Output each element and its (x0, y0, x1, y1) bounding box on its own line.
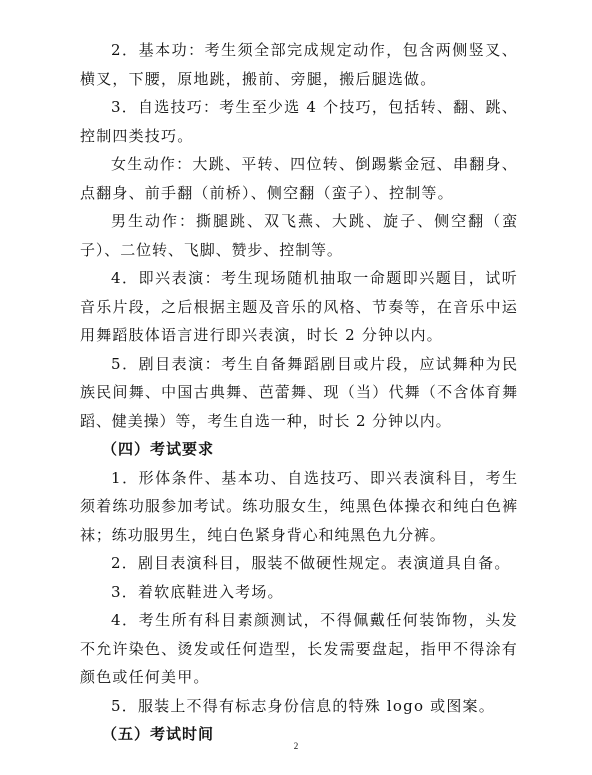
paragraph-requirement-appearance: 4．考生所有科目素颜测试，不得佩戴任何装饰物，头发不允许染色、烫发或任何造型，长发需要盘起，指甲不得涂有颜色或任何美甲。 (80, 611, 518, 686)
section-heading-exam-requirements: （四）考试要求 (102, 440, 215, 458)
paragraph-requirement-repertoire-costume: 2．剧目表演科目，服装不做硬性规定。表演道具自备。 (111, 554, 511, 572)
paragraph-male-moves: 男生动作：撕腿跳、双飞燕、大跳、旋子、侧空翻（蛮子）、二位转、飞脚、赞步、控制等。 (80, 212, 518, 259)
paragraph-requirement-attire: 1．形体条件、基本功、自选技巧、即兴表演科目，考生须着练功服参加考试。练功服女生，纯黑色体操衣和纯白色裤袜；练功服男生，纯白色紧身背心和纯黑色九分裤。 (80, 468, 518, 544)
document-body (80, 36, 518, 749)
paragraph-requirement-logo: 5．服装上不得有标志身份信息的特殊 logo 或图案。 (111, 696, 495, 715)
paragraph-basic-skills: 2．基本功：考生须全部完成规定动作，包含两侧竖叉、横叉，下腰，原地跳，搬前、旁腿，搬后腿选做。 (80, 41, 518, 88)
paragraph-female-moves: 女生动作：大跳、平转、四位转、倒踢紫金冠、串翻身、点翻身、前手翻（前桥）、侧空翻（蛮子）、控制等。 (80, 155, 518, 202)
paragraph-repertoire: 5．剧目表演：考生自备舞蹈剧目或片段，应试舞种为民族民间舞、中国古典舞、芭蕾舞、现（当）代舞（不含体育舞蹈、健美操）等，考生自选一种，时长 2 分钟以内。 (80, 354, 518, 430)
page-number: 2 (293, 741, 299, 751)
paragraph-optional-techniques: 3．自选技巧：考生至少选 4 个技巧，包括转、翻、跳、控制四类技巧。 (80, 98, 518, 145)
section-heading-exam-time: （五）考试时间 (102, 725, 215, 743)
paragraph-improvisation: 4．即兴表演：考生现场随机抽取一命题即兴题目，试听音乐片段，之后根据主题及音乐的风格、节奏等，在音乐中运用舞蹈肢体语言进行即兴表演，时长 2 分钟以内。 (80, 269, 518, 344)
paragraph-requirement-shoes: 3．着软底鞋进入考场。 (111, 582, 284, 601)
